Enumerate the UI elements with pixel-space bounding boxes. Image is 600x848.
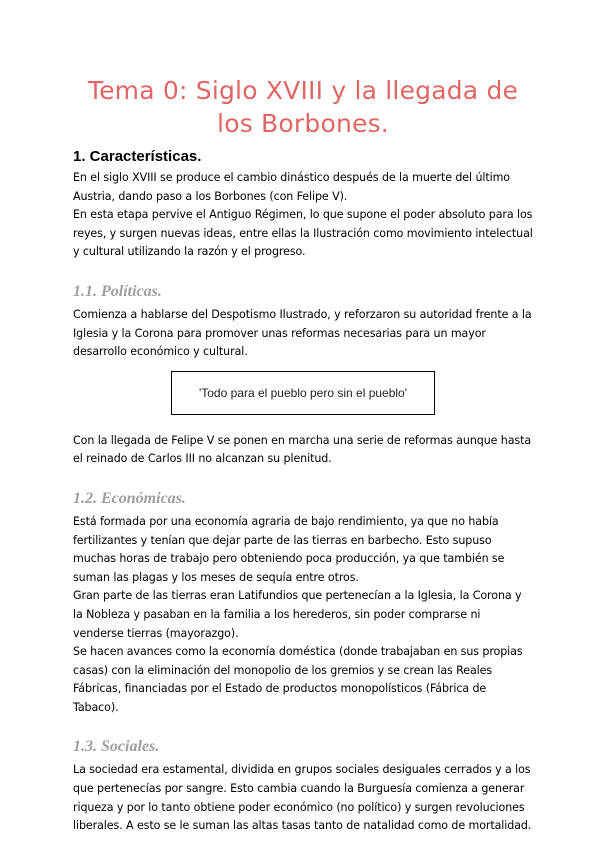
paragraph: Se hacen avances como la economía doméstica (donde trabajaban en sus propias casas) con la eliminación del monopolio de los gremios y se crean las Reales Fábricas, financiadas por el Estado de productos monopolísticos (Fábrica de Tabaco). bbox=[73, 645, 523, 714]
subsection-heading-economicas: 1.2. Económicas. bbox=[73, 489, 186, 507]
subsection-heading-politicas: 1.1. Políticas. bbox=[73, 282, 162, 300]
subsection-heading-sociales: 1.3. Sociales. bbox=[73, 738, 160, 756]
paragraph: En el siglo XVIII se produce el cambio dinástico después de la muerte del último Austria, dando paso a los Borbones (con Felipe V). bbox=[73, 171, 510, 203]
quote-text: 'Todo para el pueblo pero sin el pueblo' bbox=[198, 385, 408, 400]
paragraph: Comienza a hablarse del Despotismo Ilustrado, y reforzaron su autoridad frente a la Iglesia y la Corona para promover unas reformas necesarias para un mayor desarrollo económico y cultural. bbox=[73, 307, 532, 359]
paragraph: La sociedad era estamental, dividida en grupos sociales desiguales cerrados y a los que pertenecías por sangre. Esto cambia cuando la Burguesía comienza a generar riqueza y por lo tanto obtiene poder económico (no político) y surgen revoluciones liberales. A esto se le suman las altas tasas tanto de natalidad como de mortalidad. bbox=[73, 763, 532, 833]
paragraph: En esta etapa pervive el Antiguo Régimen, lo que supone el poder absoluto para los reyes, y surgen nuevas ideas, entre ellas la Ilustración como movimiento intelectual y cultural utilizando la razón y el progreso. bbox=[73, 208, 533, 259]
document-page bbox=[73, 74, 533, 836]
document-title: Tema 0: Siglo XVIII y la llegada de los Borbones. bbox=[87, 76, 519, 138]
section-heading-caracteristicas: 1. Características. bbox=[73, 148, 202, 165]
paragraph: Con la llegada de Felipe V se ponen en marcha una serie de reformas aunque hasta el reinado de Carlos III no alcanzan su plenitud. bbox=[73, 433, 532, 466]
paragraph: Gran parte de las tierras eran Latifundios que pertenecían a la Iglesia, la Corona y la Nobleza y pasaban en la familia a los herederos, sin poder comprarse ni venderse tierras (mayorazgo). bbox=[73, 589, 522, 640]
quote-box bbox=[171, 371, 435, 415]
paragraph: Está formada por una economía agraria de bajo rendimiento, ya que no había fertilizantes y tenían que dejar parte de las tierras en barbecho. Esto supuso muchas horas de trabajo pero obteniendo poca producción, ya que también se suman las plagas y los meses de sequía entre otros. bbox=[73, 514, 505, 584]
